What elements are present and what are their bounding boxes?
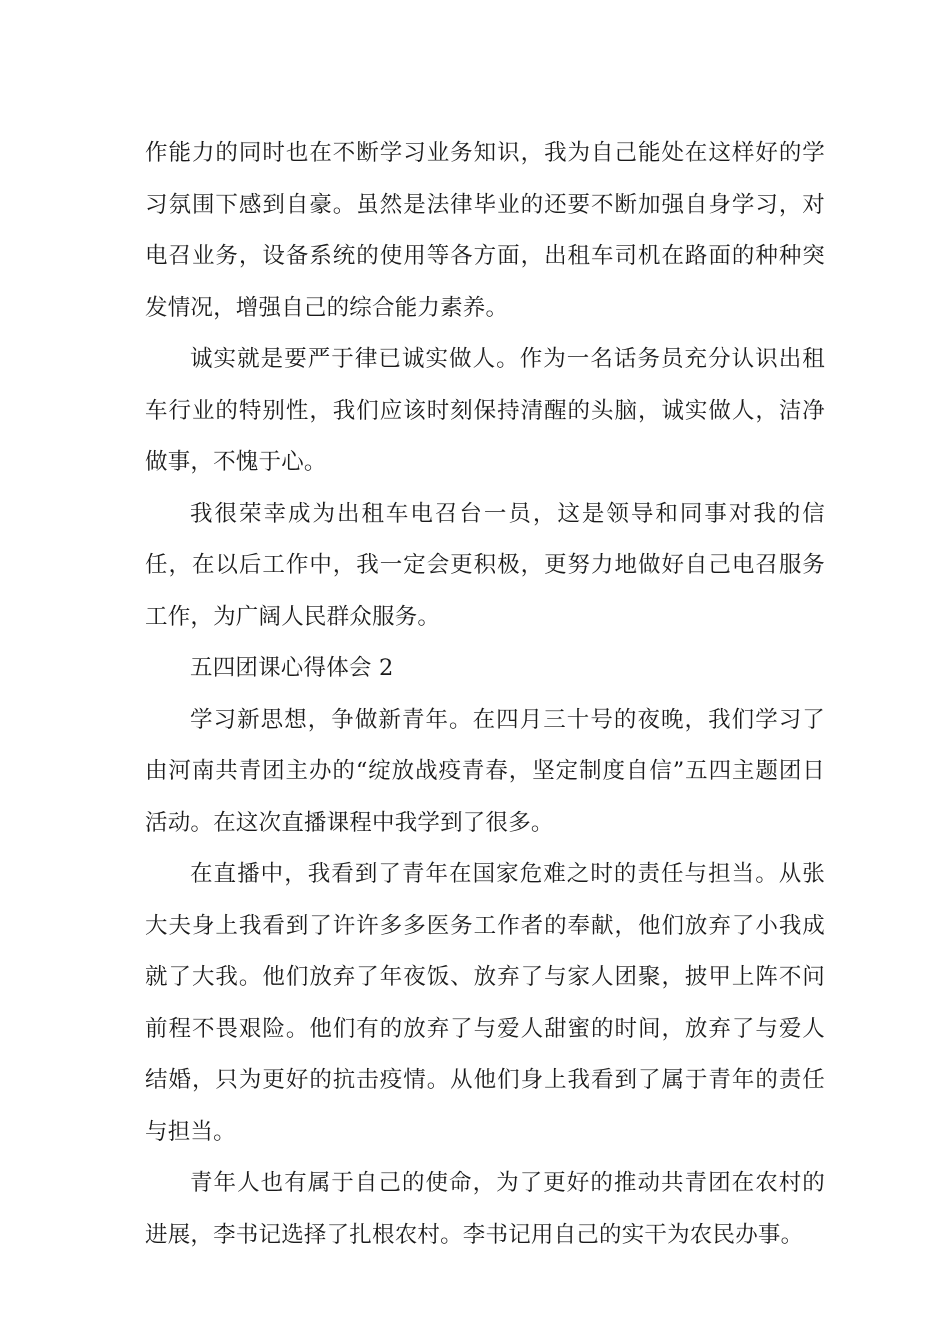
paragraph-honesty: 诚实就是要严于律已诚实做人。作为一名话务员充分认识出租车行业的特别性，我们应该时刻保持清醒的头脑，诚实做人，洁净做事，不愧于心。 — [145, 346, 825, 475]
paragraph-new-thought: 学习新思想，争做新青年。在四月三十号的夜晚，我们学习了由河南共青团主办的“绽放战疫青春，坚定制度自信”五四主题团日活动。在这次直播课程中我学到了很多。 — [145, 706, 825, 836]
paragraph-honored: 我很荣幸成为出租车电召台一员，这是领导和同事对我的信任，在以后工作中，我一定会更积极，更努力地做好自己电召服务工作，为广阔人民群众服务。 — [145, 500, 825, 630]
paragraph-continued: 作能力的同时也在不断学习业务知识，我为自己能处在这样好的学习氛围下感到自豪。虽然是法律毕业的还要不断加强自身学习，对电召业务，设备系统的使用等各方面，出租车司机在路面的种种突发情况，增强自己的综合能力素养。 — [145, 140, 825, 321]
paragraph-mission: 青年人也有属于自己的使命，为了更好的推动共青团在农村的进展，李书记选择了扎根农村。李书记用自己的实干为农民办事。 — [145, 1170, 825, 1248]
document-body — [145, 128, 825, 1261]
paragraph-livestream: 在直播中，我看到了青年在国家危难之时的责任与担当。从张大夫身上我看到了许许多多医务工作者的奉献，他们放弃了小我成就了大我。他们放弃了年夜饭、放弃了与家人团聚，披甲上阵不问前程不畏艰险。他们有的放弃了与爱人甜蜜的时间，放弃了与爱人结婚，只为更好的抗击疫情。从他们身上我看到了属于青年的责任与担当。 — [145, 861, 825, 1145]
section-heading: 五四团课心得体会 2 — [190, 655, 394, 681]
